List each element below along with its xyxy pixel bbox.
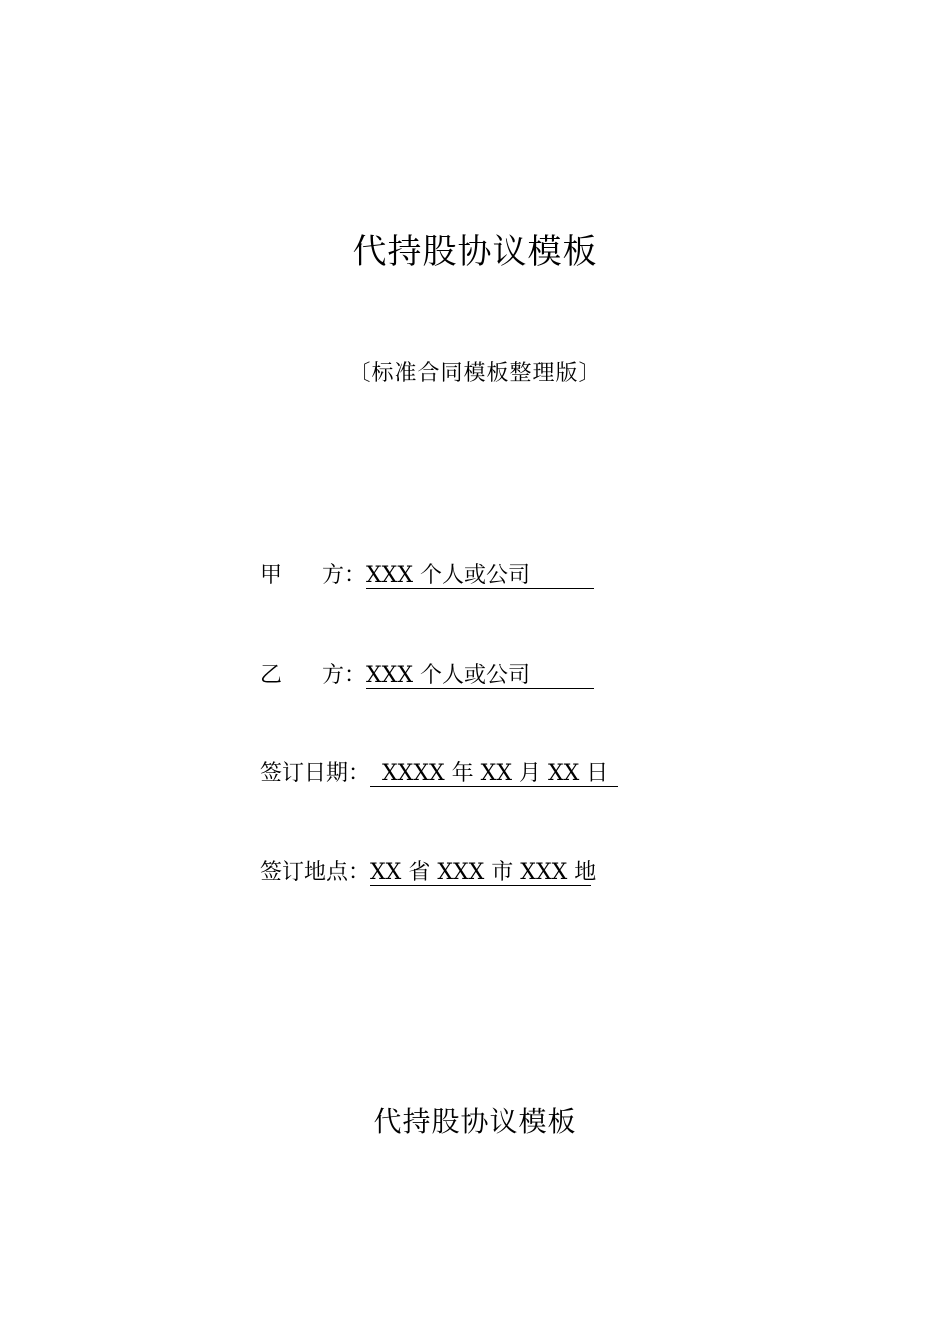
footer-title: 代持股协议模板: [373, 1105, 577, 1138]
party-a-label-char2: 方：: [321, 563, 366, 588]
party-a-value: XXX 个人或公司: [366, 564, 594, 589]
party-b-label-char1: 乙: [260, 663, 283, 688]
sign-place-row: [260, 857, 597, 889]
sign-date-row: [260, 758, 618, 790]
sign-place-value: XX 省 XXX 市 XXX 地: [370, 860, 597, 885]
party-a-row: [260, 560, 594, 592]
document-title: 代持股协议模板: [352, 232, 598, 272]
party-b-label-char2: 方：: [321, 663, 366, 688]
party-a-label-char1: 甲: [260, 563, 283, 588]
party-b-value: XXX 个人或公司: [366, 664, 594, 689]
document-subtitle: 〔标准合同模板整理版〕: [348, 361, 602, 386]
sign-date-value: XXXX 年 XX 月 XX 日: [370, 762, 618, 787]
party-b-label: [260, 660, 366, 692]
sign-date-label: 签订日期：: [260, 761, 371, 786]
party-a-label: [260, 560, 366, 592]
sign-place-label: 签订地点：: [260, 860, 371, 885]
party-b-row: [260, 660, 594, 692]
